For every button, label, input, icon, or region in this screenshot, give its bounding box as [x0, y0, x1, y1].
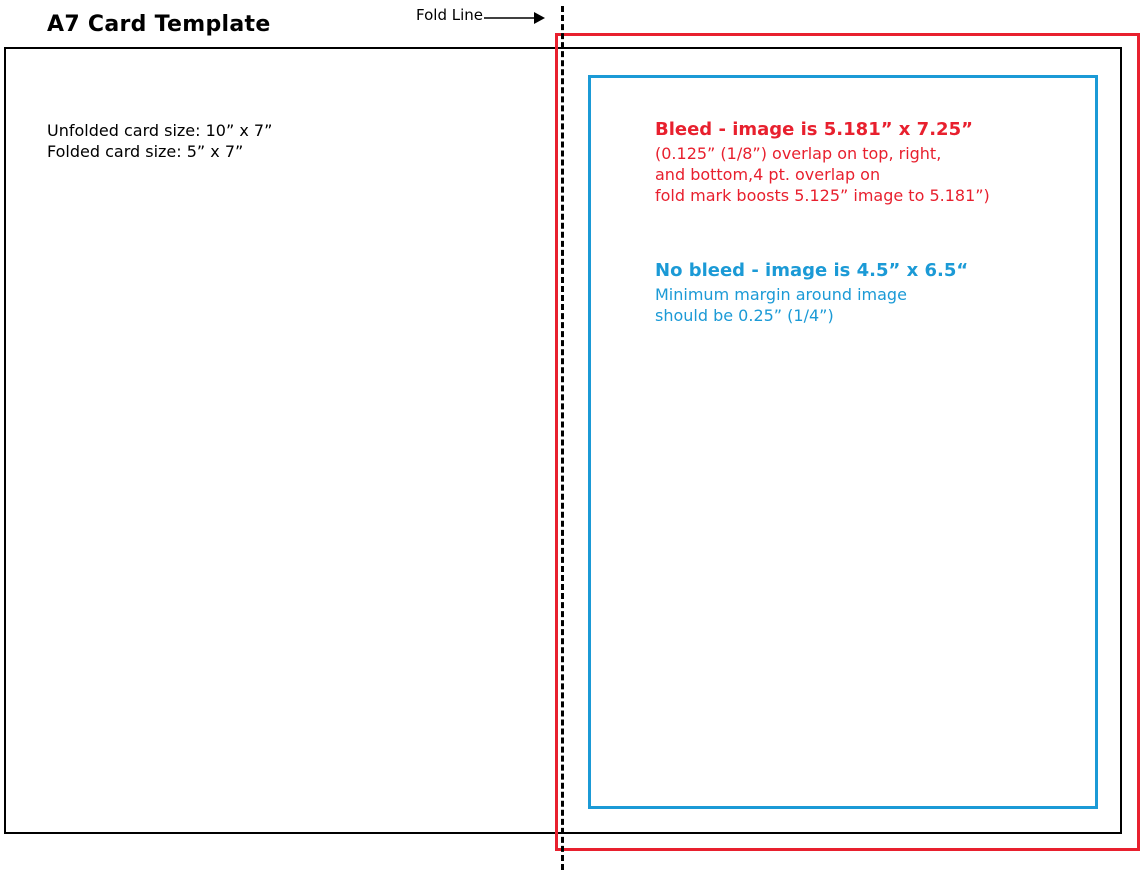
no-bleed-line: should be 0.25” (1/4”)	[655, 306, 834, 325]
fold-line	[561, 6, 564, 870]
fold-line-label: Fold Line	[416, 6, 483, 24]
bleed-line: (0.125” (1/8”) overlap on top, right,	[655, 144, 942, 163]
unfolded-size-text: Unfolded card size: 10” x 7”	[47, 121, 273, 140]
bleed-description	[655, 117, 990, 206]
bleed-line: fold mark boosts 5.125” image to 5.181”)	[655, 186, 990, 205]
no-bleed-line: Minimum margin around image	[655, 285, 907, 304]
page-title: A7 Card Template	[47, 12, 271, 37]
bleed-line: and bottom,4 pt. overlap on	[655, 165, 881, 184]
right-arrow-icon	[484, 8, 546, 28]
folded-size-text: Folded card size: 5” x 7”	[47, 142, 244, 161]
no-bleed-heading: No bleed - image is 4.5” x 6.5“	[655, 260, 969, 281]
bleed-heading: Bleed - image is 5.181” x 7.25”	[655, 119, 973, 140]
no-bleed-description	[655, 258, 968, 326]
card-size-info	[47, 120, 272, 162]
